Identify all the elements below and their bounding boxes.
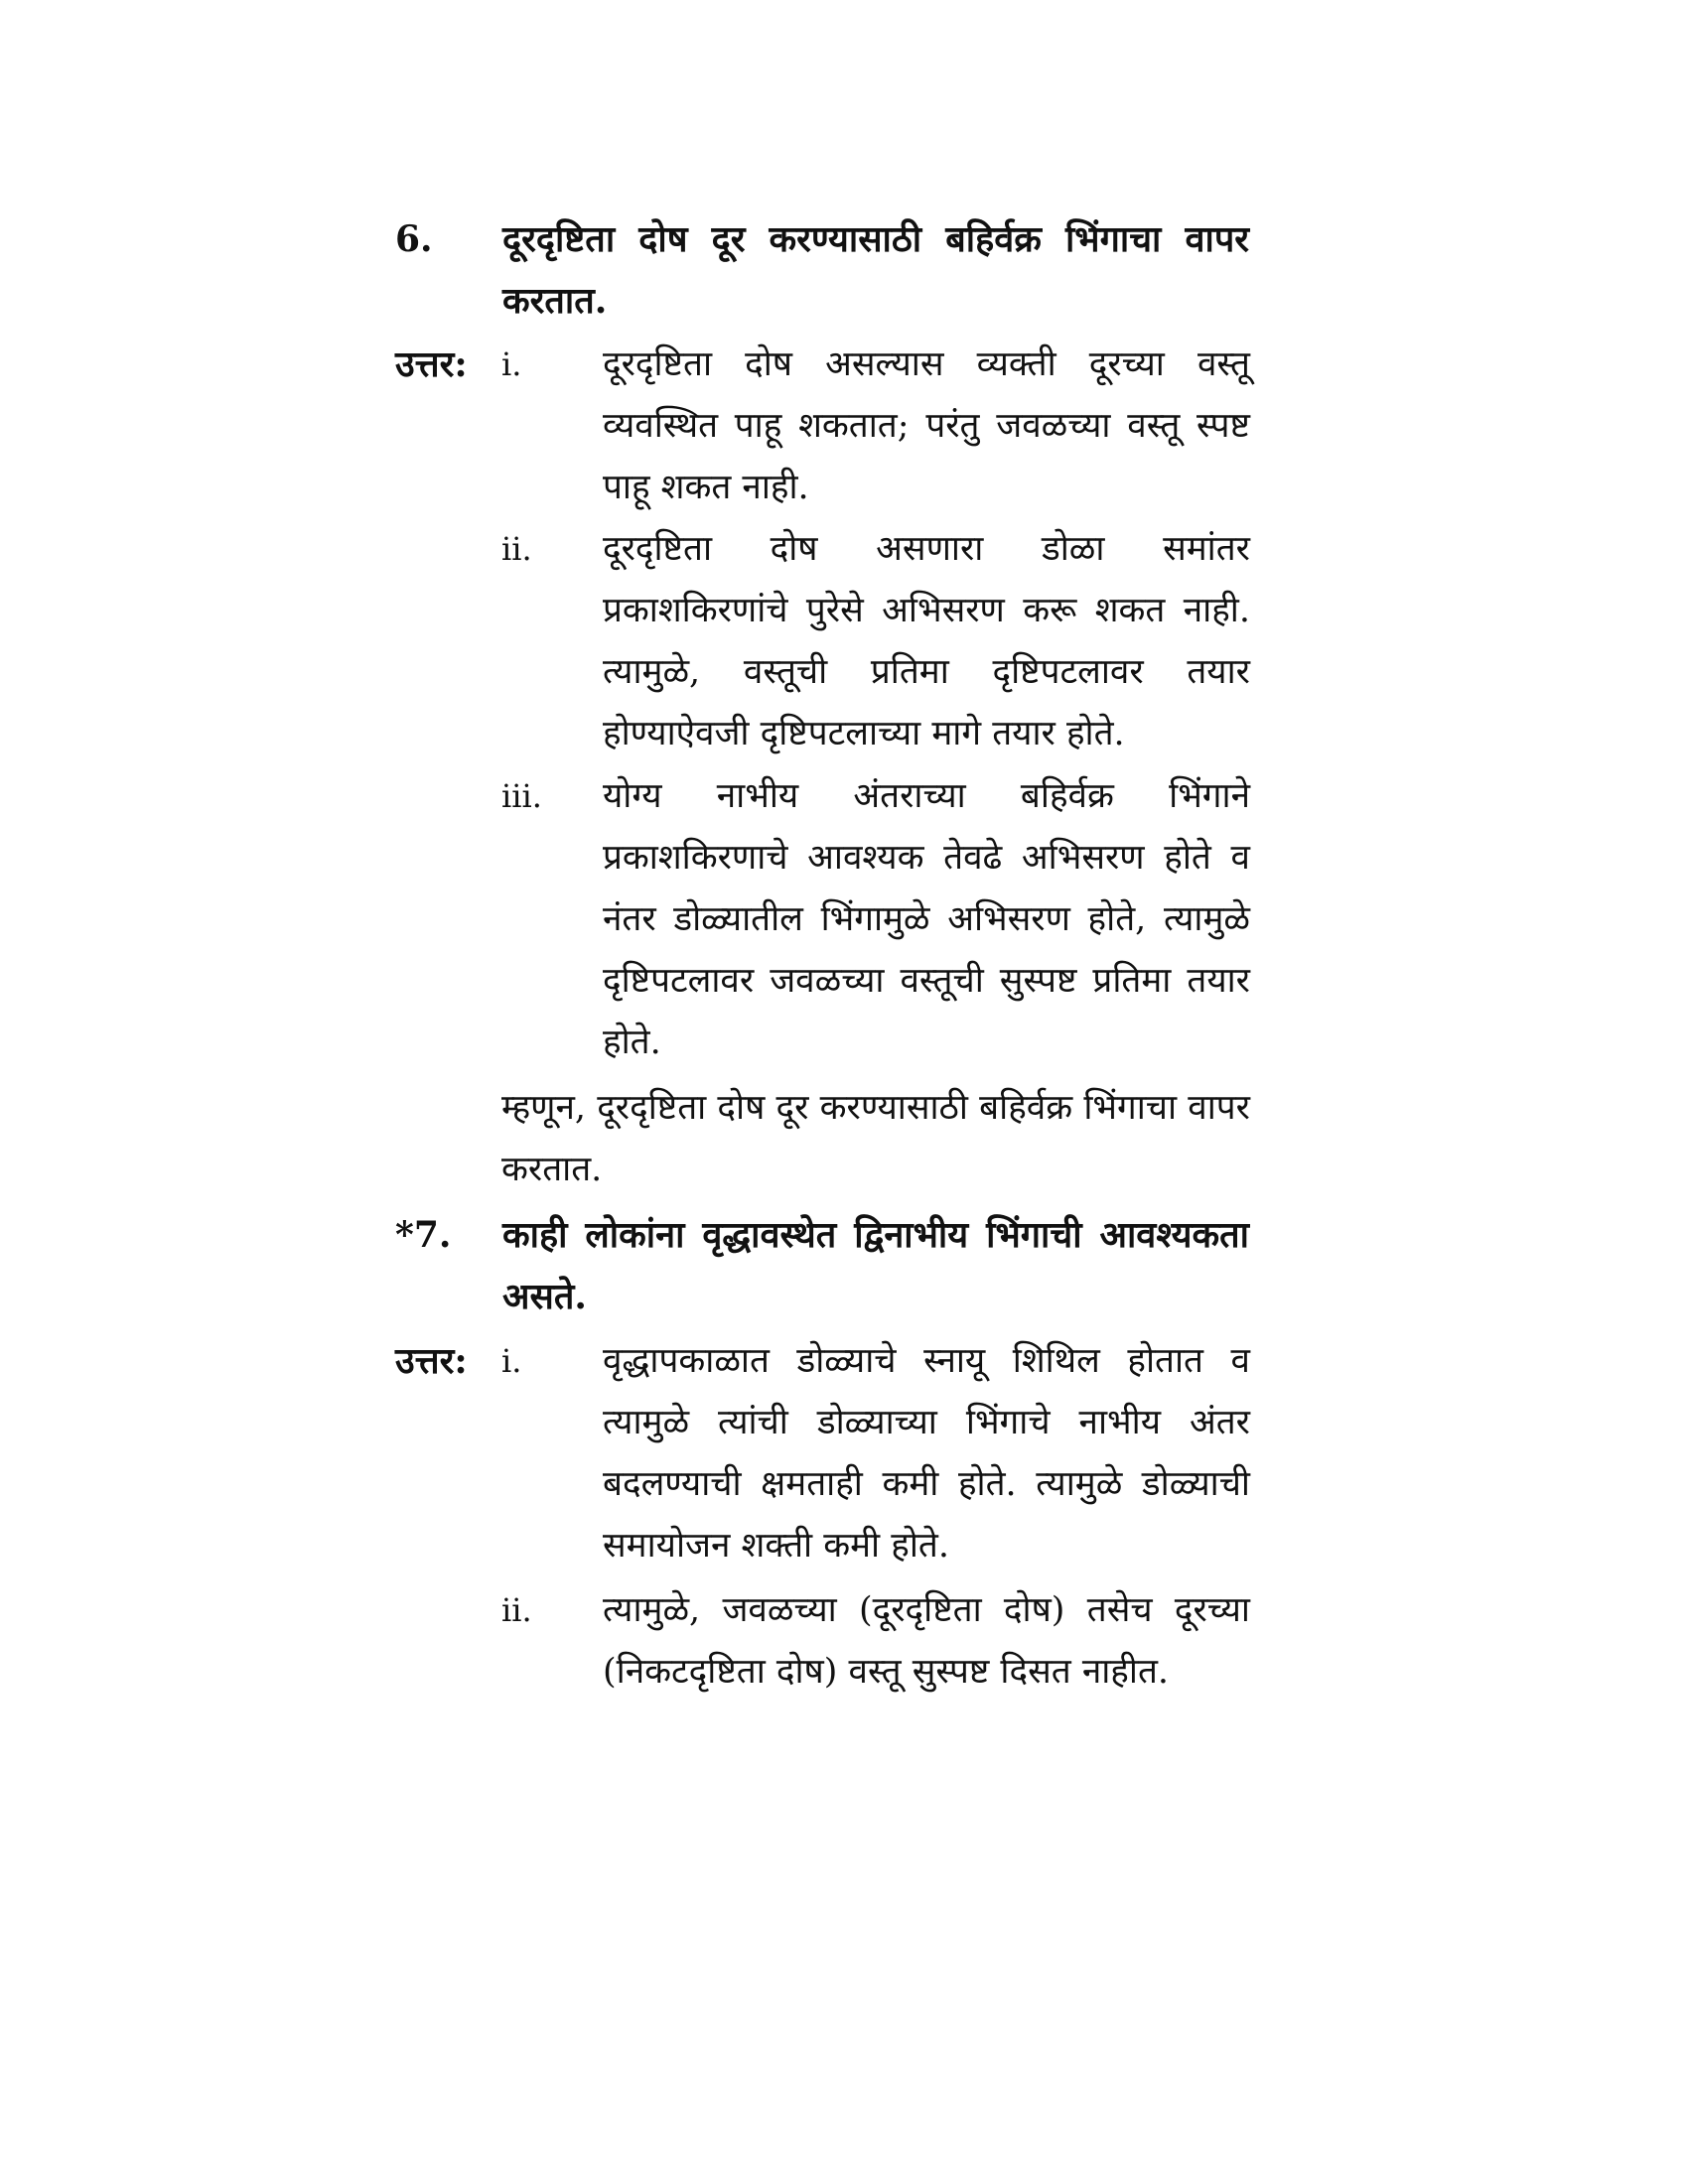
point-numeral: ii. <box>501 530 532 568</box>
point-text: दूरदृष्टिता दोष असणारा डोळा समांतर प्रकाशकिरणांचे पुरेसे अभिसरण करू शकत नाही. त्यामुळे, वस्तूची प्रतिमा दृष्टिपटलावर तयार होण्याऐवजी दृष्टिपटलाच्या मागे तयार होते. <box>603 529 1250 753</box>
point-text: योग्य नाभीय अंतराच्या बहिर्वक्र भिंगाने प्रकाशकिरणाचे आवश्यक तेवढे अभिसरण होते व नंतर डोळ्यातील भिंगामुळे अभिसरण होते, त्यामुळे दृष्टिपटलावर जवळच्या वस्तूची सुस्पष्ट प्रतिमा तयार होते. <box>603 776 1250 1062</box>
question-text: दूरदृष्टिता दोष दूर करण्यासाठी बहिर्वक्र भिंगाचा वापर करतात. <box>502 218 1249 322</box>
question-number: *7. <box>395 1214 452 1256</box>
answer-label: उत्तर: <box>395 343 468 385</box>
point-text: दूरदृष्टिता दोष असल्यास व्यक्ती दूरच्या वस्तू व्यवस्थित पाहू शकतात; परंतु जवळच्या वस्तू स्पष्ट पाहू शकत नाही. <box>603 344 1250 507</box>
question-text: काही लोकांना वृद्धावस्थेत द्विनाभीय भिंगाची आवश्यकता असते. <box>502 1214 1249 1317</box>
point-numeral: i. <box>501 345 522 383</box>
point-numeral: i. <box>501 1342 522 1380</box>
point-text: वृद्धापकाळात डोळ्याचे स्नायू शिथिल होतात व त्यामुळे त्यांची डोळ्याच्या भिंगाचे नाभीय अंतर बदलण्याची क्षमताही कमी होते. त्यामुळे डोळ्याची समायोजन शक्ती कमी होते. <box>603 1341 1250 1566</box>
answer-label: उत्तर: <box>395 1340 468 1382</box>
answer-conclusion: म्हणून, दूरदृष्टिता दोष दूर करण्यासाठी बहिर्वक्र भिंगाचा वापर करतात. <box>501 1088 1250 1189</box>
point-numeral: iii. <box>501 777 542 815</box>
point-numeral: ii. <box>501 1591 532 1629</box>
point-text: त्यामुळे, जवळच्या (दूरदृष्टिता दोष) तसेच दूरच्या (निकटदृष्टिता दोष) वस्तू सुस्पष्ट दिसत नाहीत. <box>603 1590 1250 1692</box>
question-number: 6. <box>395 218 433 260</box>
